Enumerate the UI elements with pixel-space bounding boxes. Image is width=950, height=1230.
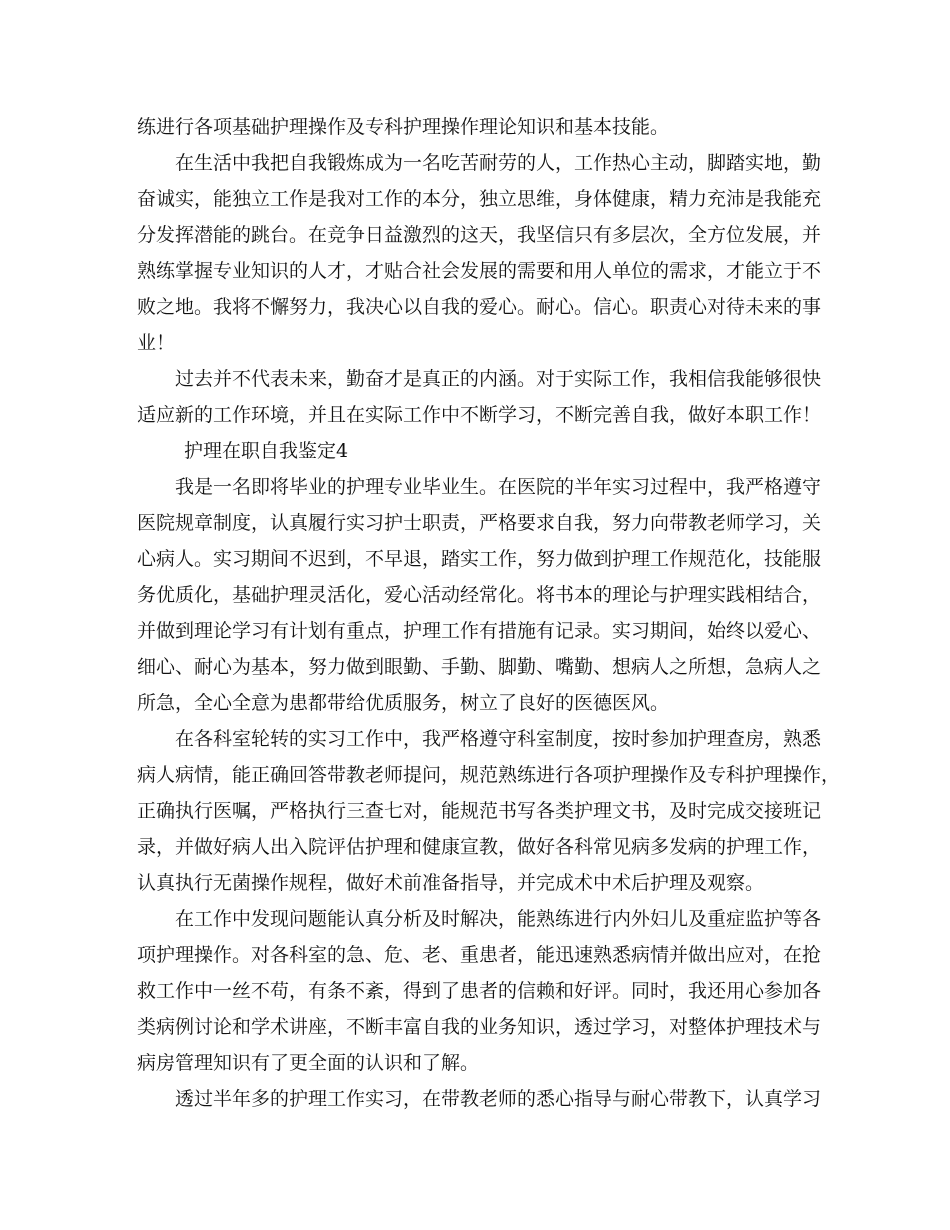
text-line: 正确执行医嘱，严格执行三查七对，能规范书写各类护理文书，及时完成交接班记 — [137, 800, 822, 822]
text-line: 务优质化，基础护理灵活化，爱心活动经常化。将书本的理论与护理实践相结合， — [137, 584, 822, 606]
text-line: 分发挥潜能的跳台。在竞争日益激烈的这天，我坚信只有多层次，全方位发展，并 — [137, 224, 822, 246]
text-line: 奋诚实，能独立工作是我对工作的本分，独立思维，身体健康，精力充沛是我能充 — [137, 188, 822, 210]
text-line: 熟练掌握专业知识的人才，才贴合社会发展的需要和用人单位的需求，才能立于不 — [137, 260, 822, 282]
text-line: 适应新的工作环境，并且在实际工作中不断学习，不断完善自我，做好本职工作！ — [137, 404, 822, 426]
paragraph-line: 过去并不代表未来，勤奋才是真正的内涵。对于实际工作，我相信我能够很快 — [175, 368, 822, 390]
text-line: 心病人。实习期间不迟到，不早退，踏实工作，努力做到护理工作规范化，技能服 — [137, 548, 822, 570]
paragraph-line: 透过半年多的护理工作实习，在带教老师的悉心指导与耐心带教下，认真学习 — [175, 1088, 822, 1110]
text-line: 认真执行无菌操作规程，做好术前准备指导，并完成术中术后护理及观察。 — [137, 872, 765, 894]
text-line: 医院规章制度，认真履行实习护士职责，严格要求自我，努力向带教老师学习，关 — [137, 512, 822, 534]
text-line: 并做到理论学习有计划有重点，护理工作有措施有记录。实习期间，始终以爱心、 — [137, 620, 822, 642]
text-line: 类病例讨论和学术讲座，不断丰富自我的业务知识，透过学习，对整体护理技术与 — [137, 1016, 822, 1038]
text-line: 病房管理知识有了更全面的认识和了解。 — [137, 1052, 480, 1074]
paragraph-line: 在生活中我把自我锻炼成为一名吃苦耐劳的人，工作热心主动，脚踏实地，勤 — [175, 152, 822, 174]
text-line: 细心、耐心为基本，努力做到眼勤、手勤、脚勤、嘴勤、想病人之所想，急病人之 — [137, 656, 822, 678]
text-line: 病人病情，能正确回答带教老师提问，规范熟练进行各项护理操作及专科护理操作， — [137, 764, 841, 786]
section-heading: 护理在职自我鉴定4 — [184, 440, 349, 462]
paragraph-line: 在工作中发现问题能认真分析及时解决，能熟练进行内外妇儿及重症监护等各 — [175, 908, 822, 930]
paragraph-line: 在各科室轮转的实习工作中，我严格遵守科室制度，按时参加护理查房，熟悉 — [175, 728, 822, 750]
text-line: 项护理操作。对各科室的急、危、老、重患者，能迅速熟悉病情并做出应对，在抢 — [137, 944, 822, 966]
text-line: 录，并做好病人出入院评估护理和健康宣教，做好各科常见病多发病的护理工作， — [137, 836, 822, 858]
text-line: 所急，全心全意为患都带给优质服务，树立了良好的医德医风。 — [137, 692, 670, 714]
text-line: 业！ — [137, 332, 176, 354]
paragraph-line: 我是一名即将毕业的护理专业毕业生。在医院的半年实习过程中，我严格遵守 — [175, 476, 822, 498]
text-line: 败之地。我将不懈努力，我决心以自我的爱心。耐心。信心。职责心对待未来的事 — [137, 296, 822, 318]
text-line: 救工作中一丝不苟，有条不紊，得到了患者的信赖和好评。同时，我还用心参加各 — [137, 980, 822, 1002]
text-line: 练进行各项基础护理操作及专科护理操作理论知识和基本技能。 — [137, 116, 670, 138]
